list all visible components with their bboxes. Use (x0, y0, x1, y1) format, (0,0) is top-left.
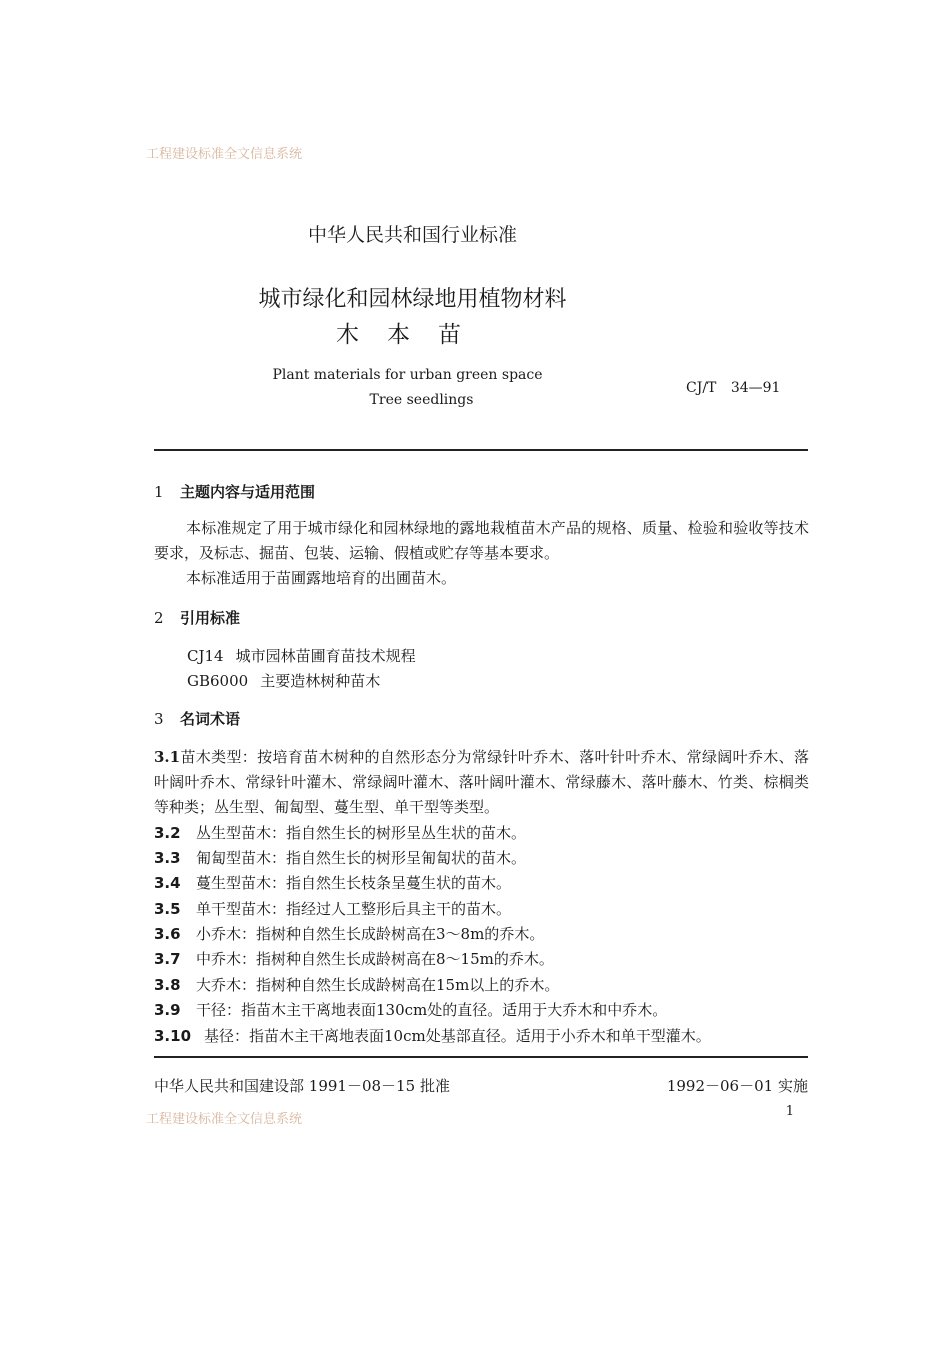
term-text: 蔓生型苗木：指自然生长枝条呈蔓生状的苗木。 (196, 874, 512, 892)
section-heading (154, 481, 315, 502)
header-rule (154, 449, 808, 451)
term-number: 3.9 (154, 1001, 181, 1019)
term-number: 3.6 (154, 925, 181, 943)
page-number: 1 (785, 1104, 794, 1119)
term-item (154, 898, 511, 919)
reference-item (187, 645, 416, 666)
term-number: 3.4 (154, 874, 181, 892)
approval-line (154, 1075, 450, 1096)
term-text: 基径：指苗木主干离地表面10cm处基部直径。适用于小乔木和单干型灌木。 (204, 1027, 711, 1045)
reference-name: 城市园林苗圃育苗技术规程 (235, 647, 416, 665)
term-number: 3.8 (154, 976, 181, 994)
term-item (154, 1025, 711, 1046)
section-number: 1 (154, 483, 164, 501)
term-number: 3.10 (154, 1027, 192, 1045)
approval-label: 批准 (419, 1077, 450, 1095)
reference-name: 主要造林树种苗木 (260, 672, 381, 690)
term-text: 苗木类型：按培育苗木树种的自然形态分为常绿针叶乔木、落叶针叶乔木、常绿阔叶乔木、落叶阔叶乔木、常绿针叶灌木、常绿阔叶灌木、落叶阔叶灌木、常绿藤木、落叶藤木、竹类、棕榈类等种类；丛生型、匍匐型、蔓生型、单干型等类型。 (154, 748, 809, 816)
term-item (154, 923, 544, 944)
approval-org: 中华人民共和国建设部 (154, 1077, 305, 1095)
term-item (154, 847, 526, 868)
term-text: 中乔木：指树种自然生长成龄树高在8～15m的乔木。 (196, 950, 554, 968)
term-item (154, 999, 667, 1020)
document-subtitle: 木本苗 (336, 322, 489, 348)
term-item (154, 822, 526, 843)
term-number: 3.2 (154, 824, 181, 842)
term-text: 干径：指苗木主干离地表面130cm处的直径。适用于大乔木和中乔木。 (196, 1001, 668, 1019)
approval-date: 1991－08－15 (308, 1077, 416, 1095)
paragraph: 本标准规定了用于城市绿化和园林绿地的露地栽植苗木产品的规格、质量、检验和验收等技术要求，及标志、掘苗、包装、运输、假植或贮存等基本要求。 (154, 519, 809, 562)
section-heading (154, 607, 240, 628)
paragraph: 本标准适用于苗圃露地培育的出圃苗木。 (186, 569, 457, 587)
section-title: 引用标准 (180, 609, 241, 627)
watermark-top: 工程建设标准全文信息系统 (146, 147, 303, 162)
term-number: 3.3 (154, 849, 181, 867)
effective-line (667, 1075, 808, 1096)
reference-item (187, 670, 380, 691)
term-text: 匍匐型苗木：指自然生长的树形呈匍匐状的苗木。 (196, 849, 527, 867)
term-item (154, 948, 554, 969)
term-text: 单干型苗木：指经过人工整形后具主干的苗木。 (196, 900, 512, 918)
section-number: 2 (154, 609, 164, 627)
standard-name: 中华人民共和国行业标准 (307, 224, 517, 246)
section-heading (154, 708, 240, 729)
section-title: 主题内容与适用范围 (180, 483, 316, 501)
footer-rule (154, 1056, 808, 1058)
effective-date: 1992－06－01 (666, 1077, 774, 1095)
section-number: 3 (154, 710, 164, 728)
english-subtitle: Tree seedlings (369, 392, 474, 408)
section-title: 名词术语 (180, 710, 241, 728)
term-item (154, 974, 559, 995)
watermark-bottom: 工程建设标准全文信息系统 (146, 1112, 303, 1127)
term-item (154, 745, 809, 820)
document-title: 城市绿化和园林绿地用植物材料 (258, 287, 567, 312)
effective-label: 实施 (777, 1077, 808, 1095)
term-number: 3.7 (154, 950, 181, 968)
term-text: 大乔木：指树种自然生长成龄树高在15m以上的乔木。 (196, 976, 560, 994)
term-item (154, 872, 511, 893)
reference-code: GB6000 (187, 672, 249, 690)
reference-code: CJ14 (187, 647, 224, 665)
term-number: 3.1 (154, 748, 181, 766)
term-text: 小乔木：指树种自然生长成龄树高在3～8m的乔木。 (196, 925, 545, 943)
standard-code: CJ/T 34—91 (686, 380, 781, 396)
term-number: 3.5 (154, 900, 181, 918)
term-text: 丛生型苗木：指自然生长的树形呈丛生状的苗木。 (196, 824, 527, 842)
english-title: Plant materials for urban green space (272, 367, 543, 383)
